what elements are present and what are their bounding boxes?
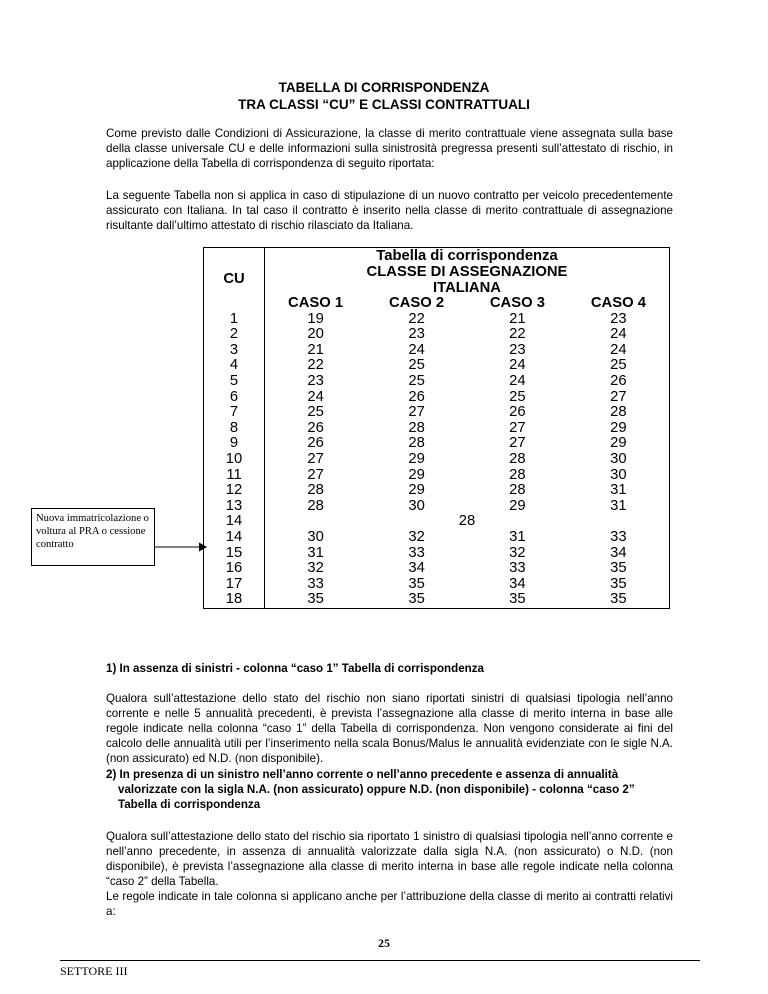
intro-paragraph-1: Come previsto dalle Condizioni di Assicurazione, la classe di merito contrattuale viene assegnata sulla base della classe universale CU e delle informazioni sulla sinistrosità pregressa presenti sull’attestato di rischio, in applicazione della Tabella di corrispondenza di seguito riportata: <box>106 127 673 170</box>
case-3-cell: 24 <box>509 357 526 374</box>
table-row <box>204 390 670 406</box>
case-1-cell: 21 <box>307 341 324 358</box>
case-3-cell: 32 <box>509 544 526 561</box>
case-1-cell: 23 <box>307 372 324 389</box>
case-4-cell: 29 <box>568 436 670 452</box>
cu-cell: 8 <box>204 421 265 437</box>
document-title-line2: TRA CLASSI “CU” E CLASSI CONTRATTUALI <box>238 97 530 112</box>
cu-cell: 10 <box>204 452 265 468</box>
table-row <box>204 468 670 484</box>
case-1-cell: 19 <box>307 310 324 327</box>
section-2-heading-line2: valorizzate con la sigla N.A. (non assicurato) oppure N.D. (non disponibile) - colonna “caso 2” <box>118 783 635 796</box>
case-1-cell: 26 <box>307 419 324 436</box>
table-row <box>204 358 670 374</box>
case-3-cell: 24 <box>509 372 526 389</box>
case-3-cell: 28 <box>509 450 526 467</box>
table-row <box>204 483 670 499</box>
case-4-cell: 35 <box>568 577 670 593</box>
section-1-heading: 1) In assenza di sinistri - colonna “caso 1” Tabella di corrispondenza <box>106 662 484 675</box>
cu-cell: 16 <box>204 561 265 577</box>
cu-cell: 17 <box>204 577 265 593</box>
case-2-cell: 33 <box>408 544 425 561</box>
case-2-cell: 35 <box>408 575 425 592</box>
case-1-cell: 25 <box>307 404 324 421</box>
table-caption-line2: CLASSE DI ASSEGNAZIONE <box>265 264 670 280</box>
cu-cell: 7 <box>204 405 265 421</box>
section-2-heading <box>106 767 673 812</box>
page-number: 25 <box>378 936 390 950</box>
cu-cell: 1 <box>204 312 265 328</box>
case-1-cell: 27 <box>307 450 324 467</box>
cu-cell: 13 <box>204 499 265 515</box>
table-caption-line3: ITALIANA <box>265 280 670 296</box>
table-row <box>204 546 670 562</box>
case-4-header: CASO 4 <box>568 296 670 312</box>
section-2-body-2: Le regole indicate in tale colonna si applicano anche per l’attribuzione della classe di merito ai contratti relativi a: <box>106 890 673 918</box>
section-1-body: Qualora sull’attestazione dello stato del rischio non siano riportati sinistri di qualsiasi tipologia nell’anno corrente e nelle 5 annualità precedenti, è prevista l’assegnazione alla classe di merito interna in base alle regole indicate nella colonna “caso 1” della Tabella di corrispondenza. Non vengono considerate ai fini del calcolo delle annualità utili per l’inserimento nella scala Bonus/Malus le annualità evidenziate con le sigle N.A. (non assicurato) ed N.D. (non disponibile). <box>106 692 673 765</box>
section-2-body-1: Qualora sull’attestazione dello stato del rischio sia riportato 1 sinistro di qualsiasi tipologia nell’anno corrente e nell’anno precedente, in assenza di annualità valorizzate dalla sigla N.A. (non assicurato) o N.D. (non disponibile), è prevista l’assegnazione alla classe di merito interna in base alle regole indicate nella colonna “caso 2” della Tabella. <box>106 830 673 888</box>
case-2-cell: 25 <box>408 372 425 389</box>
case-4-cell: 34 <box>568 546 670 562</box>
case-3-cell: 27 <box>509 419 526 436</box>
case-1-cell: 26 <box>307 435 324 452</box>
table-row <box>204 327 670 343</box>
case-1-cell: 22 <box>307 357 324 374</box>
intro-paragraph-2: La seguente Tabella non si applica in caso di stipulazione di un nuovo contratto per veicolo precedentemente assicurato con Italiana. In tal caso il contratto è inserito nella classe di merito contrattuale di assegnazione risultante dall’ultimo attestato di rischio rilasciato da Italiana. <box>106 189 673 232</box>
case-3-cell: 26 <box>509 404 526 421</box>
case-4-cell: 23 <box>568 312 670 328</box>
cu-cell: 9 <box>204 436 265 452</box>
callout-note: Nuova immatricolazione o voltura al PRA o cessione contratto <box>31 508 155 566</box>
case-1-cell: 24 <box>307 388 324 405</box>
table-row <box>204 561 670 577</box>
case-3-cell: 33 <box>509 560 526 577</box>
table-row <box>204 436 670 452</box>
cu-cell: 14 <box>204 514 265 530</box>
case-2-cell: 27 <box>408 404 425 421</box>
case-2-cell: 25 <box>408 357 425 374</box>
table-row <box>204 499 670 515</box>
case-3-cell: 22 <box>509 326 526 343</box>
case-4-cell: 31 <box>568 499 670 515</box>
case-4-cell: 27 <box>568 390 670 406</box>
cu-header: CU <box>204 248 265 312</box>
table-row <box>204 592 670 608</box>
cu-cell: 3 <box>204 343 265 359</box>
case-1-cell: 27 <box>307 466 324 483</box>
case-2-cell: 29 <box>408 482 425 499</box>
case-1-cell: 33 <box>307 575 324 592</box>
cu-cell: 2 <box>204 327 265 343</box>
case-4-cell: 28 <box>568 405 670 421</box>
arrow-right-icon <box>155 541 207 553</box>
table-row <box>204 514 670 530</box>
case-1-cell: 30 <box>307 528 324 545</box>
table-row <box>204 374 670 390</box>
case-3-cell: 23 <box>509 341 526 358</box>
cu-cell: 12 <box>204 483 265 499</box>
table-row <box>204 530 670 546</box>
table-row <box>204 343 670 359</box>
table-row <box>204 312 670 328</box>
case-1-cell: 28 <box>307 482 324 499</box>
case-2-cell: 22 <box>408 310 425 327</box>
case-4-cell: 26 <box>568 374 670 390</box>
case-1-header: CASO 1 <box>288 295 344 311</box>
case-2-header: CASO 2 <box>389 295 445 311</box>
table-caption-line1: Tabella di corrispondenza <box>265 248 670 265</box>
cu-cell: 5 <box>204 374 265 390</box>
case-4-cell: 33 <box>568 530 670 546</box>
case-1-cell: 35 <box>265 592 367 608</box>
case-2-cell: 23 <box>408 326 425 343</box>
case-3-header: CASO 3 <box>489 295 545 311</box>
case-3-cell: 21 <box>509 310 526 327</box>
footer-divider <box>60 960 700 961</box>
case-3-cell: 25 <box>509 388 526 405</box>
case-4-cell: 35 <box>568 561 670 577</box>
footer-section-label: SETTORE III <box>60 964 128 978</box>
case-2-cell: 29 <box>408 450 425 467</box>
table-row <box>204 405 670 421</box>
case-2-cell: 32 <box>408 528 425 545</box>
case-4-cell: 31 <box>568 483 670 499</box>
cu-cell: 4 <box>204 358 265 374</box>
case-1-cell: 20 <box>307 326 324 343</box>
section-2-body <box>106 829 673 919</box>
case-2-cell: 29 <box>408 466 425 483</box>
case-2-cell: 34 <box>408 560 425 577</box>
table-row <box>204 452 670 468</box>
case-2-cell: 35 <box>366 592 467 608</box>
case-1-cell: 31 <box>307 544 324 561</box>
case-3-cell: 35 <box>467 592 568 608</box>
case-1-cell: 28 <box>307 497 324 514</box>
case-2-cell: 24 <box>408 341 425 358</box>
case-4-cell: 24 <box>568 327 670 343</box>
table-row <box>204 421 670 437</box>
case-3-cell: 34 <box>509 575 526 592</box>
case-4-cell: 29 <box>568 421 670 437</box>
table-row <box>204 577 670 593</box>
case-2-cell: 26 <box>408 388 425 405</box>
case-2-cell: 28 <box>408 435 425 452</box>
case-2-cell: 28 <box>408 419 425 436</box>
cu-cell: 6 <box>204 390 265 406</box>
case-1-cell: 32 <box>307 560 324 577</box>
case-3-cell: 28 <box>509 466 526 483</box>
cu-cell: 15 <box>204 546 265 562</box>
case-3-cell: 27 <box>509 435 526 452</box>
case-4-cell: 25 <box>568 358 670 374</box>
case-4-cell: 30 <box>568 468 670 484</box>
cu-cell: 11 <box>204 468 265 484</box>
merged-value-cell: 28 <box>265 514 670 530</box>
case-4-cell: 30 <box>568 452 670 468</box>
case-4-cell: 35 <box>568 592 670 608</box>
correspondence-table <box>203 247 670 609</box>
cu-cell: 18 <box>204 592 265 608</box>
case-4-cell: 24 <box>568 343 670 359</box>
cu-cell: 14 <box>204 530 265 546</box>
case-2-cell: 30 <box>408 497 425 514</box>
section-2-heading-line1: 2) In presenza di un sinistro nell’anno corrente o nell’anno precedente e assenza di annualità <box>106 768 619 781</box>
case-3-cell: 31 <box>509 528 526 545</box>
document-title-line1: TABELLA DI CORRISPONDENZA <box>278 80 490 95</box>
case-3-cell: 29 <box>509 497 526 514</box>
case-3-cell: 28 <box>509 482 526 499</box>
section-2-heading-line3: Tabella di corrispondenza <box>118 798 261 811</box>
